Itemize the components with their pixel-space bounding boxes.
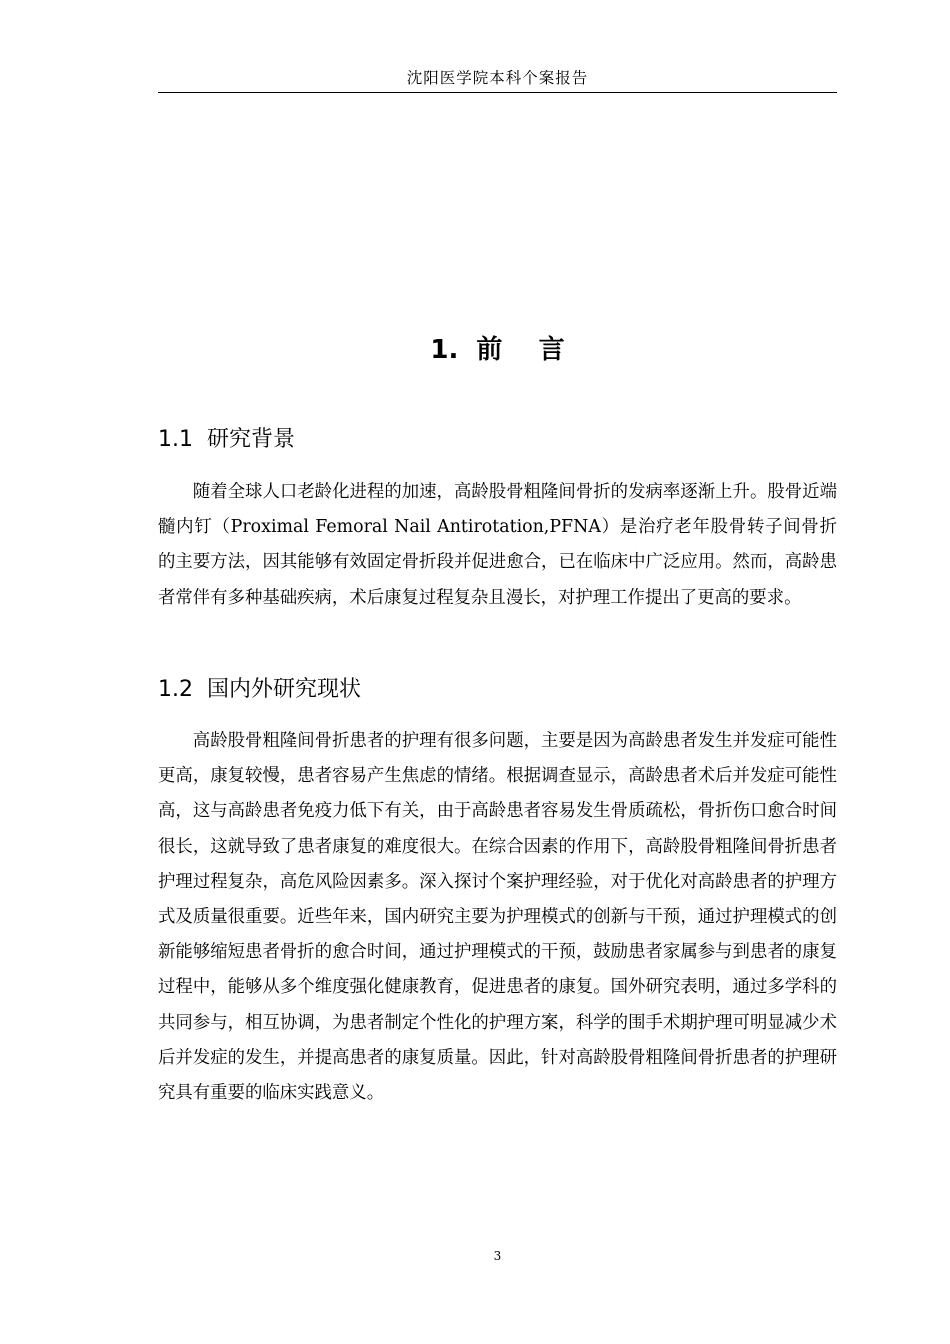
page-number: 3 — [493, 1249, 502, 1263]
section-title-background: 1.1 研究背景 — [158, 427, 295, 452]
running-header: 沈阳医学院本科个案报告 — [158, 66, 837, 93]
paragraph-research-status: 高龄股骨粗隆间骨折患者的护理有很多问题，主要是因为高龄患者发生并发症可能性更高，康复较慢，患者容易产生焦虑的情绪。根据调查显示，高龄患者术后并发症可能性高，这与高龄患者免疫力低下有关，由于高龄患者容易发生骨质疏松，骨折伤口愈合时间很长，这就导致了患者康复的难度很大。在综合因素的作用下，高龄股骨粗隆间骨折患者护理过程复杂，高危风险因素多。深入探讨个案护理经验，对于优化对高龄患者的护理方式及质量很重要。近些年来，国内研究主要为护理模式的创新与干预，通过护理模式的创新能够缩短患者骨折的愈合时间，通过护理模式的干预，鼓励患者家属参与到患者的康复过程中，能够从多个维度强化健康教育，促进患者的康复。国外研究表明，通过多学科的共同参与，相互协调，为患者制定个性化的护理方案，科学的围手术期护理可明显减少术后并发症的发生，并提高患者的康复质量。因此，针对高龄股骨粗隆间骨折患者的护理研究具有重要的临床实践意义。 — [158, 731, 837, 1104]
paragraph-background: 随着全球人口老龄化进程的加速，高龄股骨粗隆间骨折的发病率逐渐上升。股骨近端髓内钉（Proximal Femoral Nail Antirotation,PFNA）是治疗老年股骨转子间骨折的主要方法，因其能够有效固定骨折段并促进愈合，已在临床中广泛应用。然而，高龄患者常伴有多种基础疾病，术后康复过程复杂且漫长，对护理工作提出了更高的要求。 — [158, 482, 837, 608]
chapter-title: 1. 前 言 — [430, 335, 565, 365]
section-title-research-status: 1.2 国内外研究现状 — [158, 677, 361, 702]
